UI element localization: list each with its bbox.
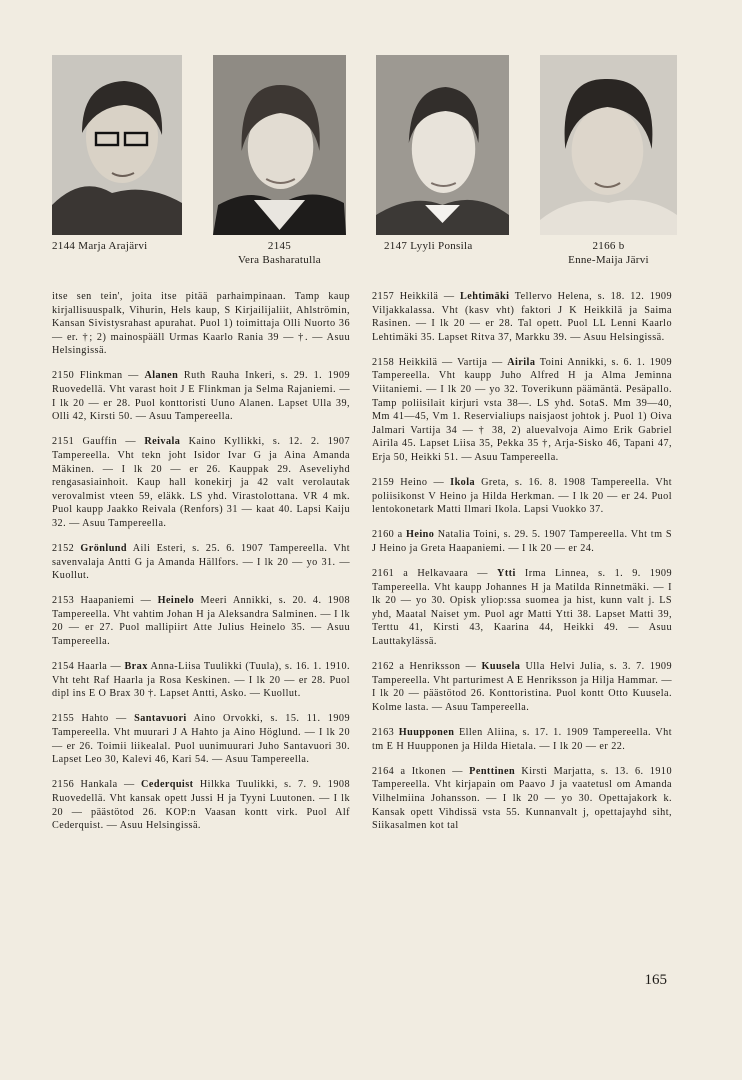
portrait-photo-2145 <box>213 55 346 235</box>
entry-2151: 2151 Gauffin — Reivala Kaino Kyllikki, s. 12. 2. 1907 Tampereella. Vht tekn joht Isidor Ivar G ja Aina Amanda Mäkinen. — I lk 20 — er 26. Kauppak 29. Aseveliyhd rengasasiainhoit. Kaup hall konekirj ja 42 valt verolautak verovalmist vteen 59, eläkk. LS yhd. Virastolottana. VR 4 mk. Puol kaupp Jaakko Reivala (Renfors) 31 — kaat 40. Lapsi Kaiju 32. — Asuu Tampereella. <box>52 436 350 529</box>
caption-text: 2147 Lyyli Ponsila <box>384 240 473 252</box>
caption-name: Enne-Maija Järvi <box>568 253 649 266</box>
entry-2160a: 2160 a Heino Natalia Toini, s. 29. 5. 1907 Tampereella. Vht tm S J Heino ja Greta Haapaniemi. — I lk 20 — er 24. <box>372 529 672 554</box>
entry-2159: 2159 Heino — Ikola Greta, s. 16. 8. 1908 Tampereella. Vht poliisikonst V Heino ja Hilda Herkman. — I lk 20 — er 24. Puol lentokonetark Matti Ilmari Ikola. Lapsi Vuokko 37. <box>372 477 672 516</box>
page-number: 165 <box>644 972 667 988</box>
entry-2158: 2158 Heikkilä — Vartija — Airila Toini Annikki, s. 6. 1. 1909 Tampereella. Vht kaupp Juho Alfred H ja Alma Jeminna Viitaniemi. — I lk 20 — yo 32. Toverikunn päämäntä. Pesäpallo. Tamp poliisilait kirjuri vsta 38—. LS yhd. SotaS. Mm 39—40, Mm 41—45, Vm 1. Reservialiups naisjaost johtok j. Puol 1) Oiva Jalmari Vartija 34 — † 38, 2) aluevalvoja Aimo Erik Gabriel Airila 45. Lapset Liisa 35, Pekka 35 †, Arja-Sisko 46, Tapani 47, Erja 50, Heikki 51. — Asuu Tampereella. <box>372 356 672 464</box>
portrait-caption-2144 <box>52 240 202 254</box>
entry-2164a: 2164 a Itkonen — Penttinen Kirsti Marjatta, s. 13. 6. 1910 Tampereella. Vht kirjapain om Paavo J ja vaatetusl om Amanda Vilhelmiina Johansson. — I lk 20 — yo 30. Opettajakork k. Kansak opett Vihdissä vsta 55. Kunnanvalt j, opettajayhd siht, Siikasalmen kot tal <box>372 765 672 832</box>
portrait-photo-2147 <box>376 55 509 235</box>
portrait-photo-2144 <box>52 55 182 235</box>
entry-2161a: 2161 a Helkavaara — Ytti Irma Linnea, s. 1. 9. 1909 Tampereella. Vht kaupp Johannes H ja Matilda Rinnetmäki. — I lk 20 — yo 30. Opisk yliop:ssa suomea ja hist, kunn valt j. LS yhd, Maatal Naiset ym. Puol agr Matti Ytti 38. Lapset Matti 39, Terttu 41, Kirsti 43, Kaarina 44, Heikki 49. — Asuu Lauttakylässä. <box>372 568 672 648</box>
entry-2154: 2154 Haarla — Brax Anna-Liisa Tuulikki (Tuula), s. 16. 1. 1910. Vht teht Raf Haarla ja Rosa Keskinen. — I lk 20 — er 28. Puol dipl ins E O Brax 30 †. Lapset Antti, Asko. — Kuollut. <box>52 661 351 700</box>
entry-2153: 2153 Haapaniemi — Heinelo Meeri Annikki, s. 20. 4. 1908 Tampereella. Vht vahtim Johan H ja Aleksandra Salminen. — I lk 20 — er 27. Puol mallipiirt Atte Julius Heinelo 35. — Asuu Tampereella. <box>52 595 350 648</box>
entry-2152: 2152 Grönlund Aili Esteri, s. 25. 6. 1907 Tampereella. Vht savenvalaja Antti G ja Amanda Hällfors. — I lk 20 — yo 31. — Kuollut. <box>52 543 350 582</box>
entry-2155: 2155 Hahto — Santavuori Aino Orvokki, s. 15. 11. 1909 Tampereella. Vht muurari J A Hahto ja Aino Höglund. — I lk 20 — er 26. Toimii liikealal. Puol uunimuurari Juho Santavuori 30. Lapset Leo 30, Kalevi 46, Kari 54. — Asuu Tampereella. <box>52 713 351 766</box>
portrait-caption-2166b <box>540 240 677 268</box>
portrait-photo-2166b <box>540 55 677 235</box>
entry-2157: 2157 Heikkilä — Lehtimäki Tellervo Helena, s. 18. 12. 1909 Viljakkalassa. Vht (kasv vht) faktori J K Heikkilä ja Saima Rasinen. — I lk 20 — er 28. Tal opett. Puol LL Lenni Kaarlo Lehtimäki 35. Lapset Ritva 37, Markku 39. — Asuu Helsingissä. <box>372 291 672 343</box>
entry-2162a: 2162 a Henriksson — Kuusela Ulla Helvi Julia, s. 3. 7. 1909 Tampereella. Vht parturimest A E Henriksson ja Hilja Hammar. — I lk 20 — päästötod 26. Konttoristina. Puol kontt Otto Kuusela. Kolme lasta. — Asuu Tampereella. <box>372 661 672 713</box>
entry-2150: 2150 Flinkman — Alanen Ruth Rauha Inkeri, s. 29. 1. 1909 Ruovedellä. Vht varast hoit J E Flinkman ja Selma Rajaniemi. — I lk 20 — er 28. Puol konttoristi Uuno Alanen. Lapset Ulla 39, Olli 42, Kirsti 50. — Asuu Tampereella. <box>52 370 350 423</box>
caption-name: Vera Basharatulla <box>238 253 321 266</box>
caption-number: 2166 b <box>592 240 625 252</box>
left-column <box>52 290 350 844</box>
caption-text: 2144 Marja Arajärvi <box>52 240 148 252</box>
portrait-caption-2147 <box>376 240 517 254</box>
entry-continuation: itse sen tein', joita itse pitää parhaimpinaan. Tamp kaup kirjallisuuspalk, Vihurin, Hels kaup, S Kirjailijaliit, Ahlströmin, Kansan Sivistysrahast apurahat. Puol 1) toimittaja Olli Nuorto 36 — er. †; 2) mainospääll Urmas Kaarlo Rania 39 — †. — Asuu Helsingissä. <box>52 291 350 357</box>
entry-2163: 2163 Huupponen Ellen Aliina, s. 17. 1. 1909 Tampereella. Vht tm E H Huupponen ja Hilda Hietala. — I lk 20 — er 22. <box>372 727 673 752</box>
entry-2156: 2156 Hankala — Cederquist Hilkka Tuulikki, s. 7. 9. 1908 Ruovedellä. Vht kansak opett Jussi H ja Tyyni Luutonen. — I lk 20 — päästötod 26. KOP:n Vaasan kontt virk. Puol Alf Cederquist. — Asuu Helsingissä. <box>52 779 350 832</box>
right-column <box>372 290 672 844</box>
caption-number: 2145 <box>267 240 292 252</box>
portrait-caption-2145 <box>213 240 346 268</box>
